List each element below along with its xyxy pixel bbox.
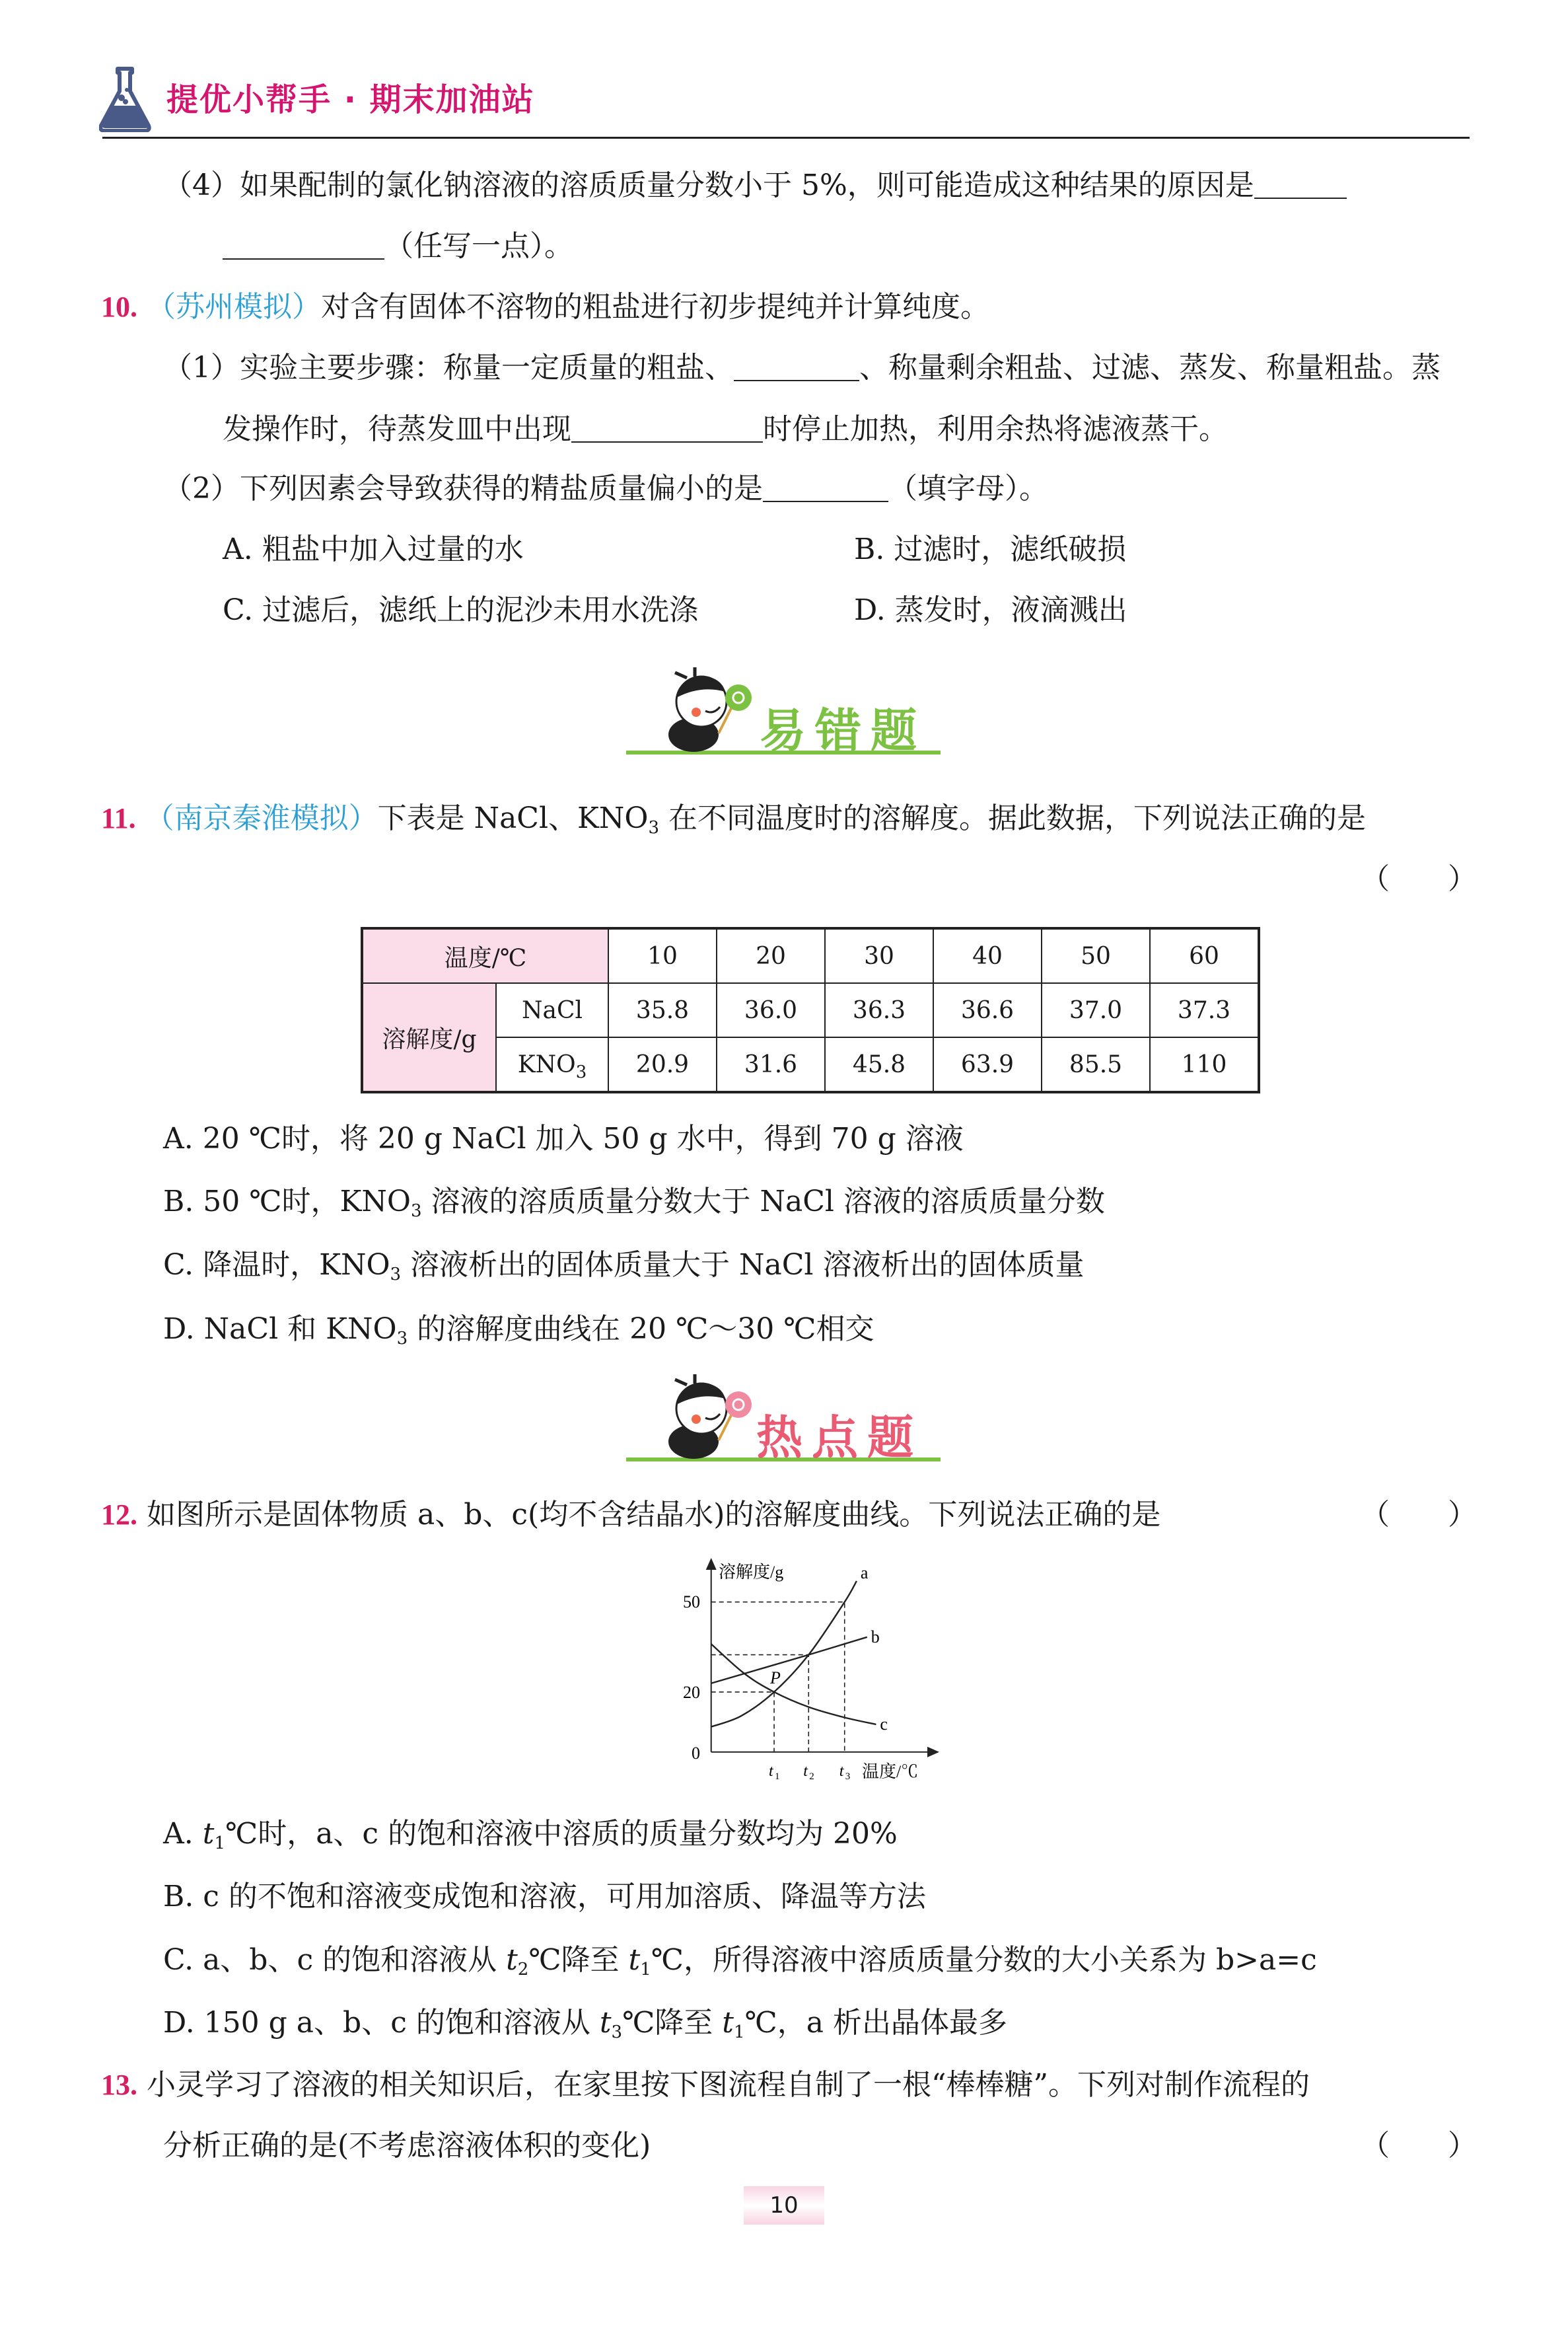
y-tick-label: 0 [692,1744,700,1763]
formula: KNO [517,1051,576,1078]
curve-label-b: b [871,1627,880,1646]
subscript: 3 [410,1201,422,1221]
x-tick-subscript: 3 [845,1771,851,1782]
table-cell: 31.6 [717,1037,825,1092]
table-cell: 85.5 [1042,1037,1150,1092]
variable: t [202,1817,215,1851]
option-text: A. [163,1817,203,1851]
table-cell: 50 [1042,928,1150,983]
page-number: 10 [744,2186,824,2225]
table-cell: 37.3 [1150,983,1259,1037]
option-text: D. NaCl 和 KNO [163,1312,397,1346]
option-d[interactable] [163,1310,874,1349]
option-d[interactable]: D. 蒸发时，液滴溅出 [854,593,1127,627]
question-text: 对含有固体不溶物的粗盐进行初步提纯并计算纯度。 [321,290,989,324]
option-c[interactable] [163,1940,1317,1980]
table-cell: 30 [825,928,933,983]
y-tick-label: 50 [683,1592,700,1611]
badge-label: 热点题 [756,1411,923,1465]
header-divider [102,137,1470,139]
option-text: ℃，所得溶液中溶质质量分数的大小关系为 b>a=c [651,1943,1317,1977]
x-tick-label: t [803,1763,808,1780]
option-text: ℃，a 析出晶体最多 [744,2006,1007,2040]
question-number: 12. [101,1498,137,1531]
q12-stem [101,1495,1160,1535]
variable: t [506,1943,518,1977]
answer-blank[interactable] [1254,168,1347,199]
q11-stem [101,799,1467,838]
question-text: 在不同温度时的溶解度。据此数据，下列说法正确的是 [659,801,1367,835]
table-cell: 63.9 [933,1037,1042,1092]
solubility-table [361,927,1260,1093]
table-row-label [496,1037,608,1092]
section-badge-error-prone [621,661,951,760]
point-p-label: P [770,1668,781,1687]
question-number: 13. [101,2069,137,2101]
q10-part2 [163,469,1048,509]
q10-part1-text: 时停止加热，利用余热将滤液蒸干。 [763,412,1228,446]
question-number: 11. [101,802,136,834]
table-cell: 60 [1150,928,1259,983]
q9-part4-cont [223,227,573,266]
table-row [362,928,1259,983]
option-text: ℃时，a、c 的饱和溶液中溶质的质量分数均为 20% [225,1817,898,1851]
answer-paren[interactable]: （ ） [1361,1498,1477,1532]
x-tick-label: t [839,1763,844,1780]
option-c[interactable] [163,1245,1085,1285]
y-axis-label: 溶解度/g [719,1563,784,1582]
variable: t [722,2006,734,2040]
option-b[interactable]: B. 过滤时，滤纸破损 [854,533,1127,566]
x-tick-label: t [769,1763,773,1780]
q9-part4-tail: （任写一点）。 [384,229,573,263]
q13-stem [101,2065,1310,2105]
option-b[interactable]: B. c 的不饱和溶液变成饱和溶液，可用加溶质、降温等方法 [163,1880,926,1913]
option-c[interactable]: C. 过滤后，滤纸上的泥沙未用水洗涤 [223,593,699,627]
answer-paren[interactable]: （ ） [1361,2129,1477,2162]
answer-blank[interactable] [763,472,888,502]
option-a[interactable]: A. 粗盐中加入过量的水 [223,533,524,566]
table-row [362,983,1259,1037]
question-text: 小灵学习了溶液的相关知识后，在家里按下图流程自制了一根“棒棒糖”。下列对制作流程的 [147,2068,1310,2102]
table-cell: 36.0 [717,983,825,1037]
table-cell: 10 [608,928,717,983]
x-tick-subscript: 2 [809,1771,814,1782]
q10-part1-cont [223,410,1228,449]
subscript: 1 [640,1960,651,1979]
variable: t [628,1943,641,1977]
question-source: （南京秦淮模拟） [145,801,378,835]
question-number: 10. [101,291,137,323]
subscript: 3 [390,1265,402,1284]
table-cell: 20.9 [608,1037,717,1092]
q10-part2-text: （填字母）。 [888,472,1048,505]
badge-label: 易错题 [760,704,926,758]
flask-icon [99,66,152,132]
option-b[interactable] [163,1182,1105,1222]
table-row-label: NaCl [496,983,608,1037]
option-a[interactable]: A. 20 ℃时，将 20 g NaCl 加入 50 g 水中，得到 70 g 溶液 [163,1122,964,1156]
option-text: C. 降温时，KNO [163,1248,390,1282]
answer-blank[interactable] [734,351,859,381]
table-header-temp: 温度/℃ [362,928,608,983]
section-badge-hot-topic [621,1368,951,1467]
table-cell: 110 [1150,1037,1259,1092]
q10-part1 [163,348,1441,388]
subscript: 3 [575,1062,587,1082]
curve-c [711,1644,876,1724]
option-text: B. 50 ℃时，KNO [163,1185,411,1218]
variable: t [599,2006,612,2040]
question-text: 下表是 NaCl、KNO [377,801,649,835]
table-row [362,1037,1259,1092]
option-a[interactable] [163,1814,898,1854]
table-cell: 36.6 [933,983,1042,1037]
table-cell: 36.3 [825,983,933,1037]
curve-label-a: a [860,1563,869,1582]
answer-blank[interactable] [223,229,384,260]
option-text: ℃降至 [622,2006,723,2040]
option-text: D. 150 g a、b、c 的饱和溶液从 [163,2006,600,2040]
question-text: 如图所示是固体物质 a、b、c(均不含结晶水)的溶解度曲线。下列说法正确的是 [147,1498,1161,1532]
q10-stem [101,287,989,327]
q9-part4 [163,166,1467,205]
table-cell: 35.8 [608,983,717,1037]
table-header-solubility: 溶解度/g [362,983,496,1092]
subscript: 1 [733,2022,745,2042]
q9-part4-text: （4）如果配制的氯化钠溶液的溶质质量分数小于 5%，则可能造成这种结果的原因是 [163,168,1254,202]
subscript: 3 [648,818,660,838]
table-cell: 37.0 [1042,983,1150,1037]
subscript: 1 [214,1833,225,1853]
x-tick-subscript: 1 [775,1771,780,1782]
q10-part2-text: （2）下列因素会导致获得的精盐质量偏小的是 [163,472,763,505]
option-text: 溶液析出的固体质量大于 NaCl 溶液析出的固体质量 [401,1248,1085,1282]
curve-a [711,1581,857,1727]
solubility-curve-chart [660,1533,991,1797]
option-text: ℃降至 [528,1943,629,1977]
q10-part1-text: 发操作时，待蒸发皿中出现 [223,412,571,446]
table-cell: 45.8 [825,1037,933,1092]
option-text: 的溶解度曲线在 20 ℃～30 ℃相交 [408,1312,874,1346]
q10-part1-text: 、称量剩余粗盐、过滤、蒸发、称量粗盐。蒸 [859,351,1441,385]
subscript: 2 [517,1960,529,1979]
x-axis-label: 温度/℃ [862,1762,919,1781]
subscript: 3 [396,1329,408,1348]
table-cell: 40 [933,928,1042,983]
option-text: 溶液的溶质质量分数大于 NaCl 溶液的溶质质量分数 [421,1185,1105,1218]
answer-paren[interactable]: （ ） [1361,862,1477,896]
option-d[interactable] [163,2003,1007,2043]
question-source: （苏州模拟） [147,290,321,324]
table-cell: 20 [717,928,825,983]
option-text: C. a、b、c 的饱和溶液从 [163,1943,507,1977]
y-tick-label: 20 [683,1683,700,1702]
answer-blank[interactable] [571,412,763,443]
curve-label-c: c [880,1714,888,1734]
q13-stem-cont: 分析正确的是(不考虑溶液体积的变化) [163,2129,651,2162]
subscript: 3 [611,2022,623,2042]
q10-part1-text: （1）实验主要步骤：称量一定质量的粗盐、 [163,351,734,385]
header-title: 提优小帮手 · 期末加油站 [166,81,535,118]
